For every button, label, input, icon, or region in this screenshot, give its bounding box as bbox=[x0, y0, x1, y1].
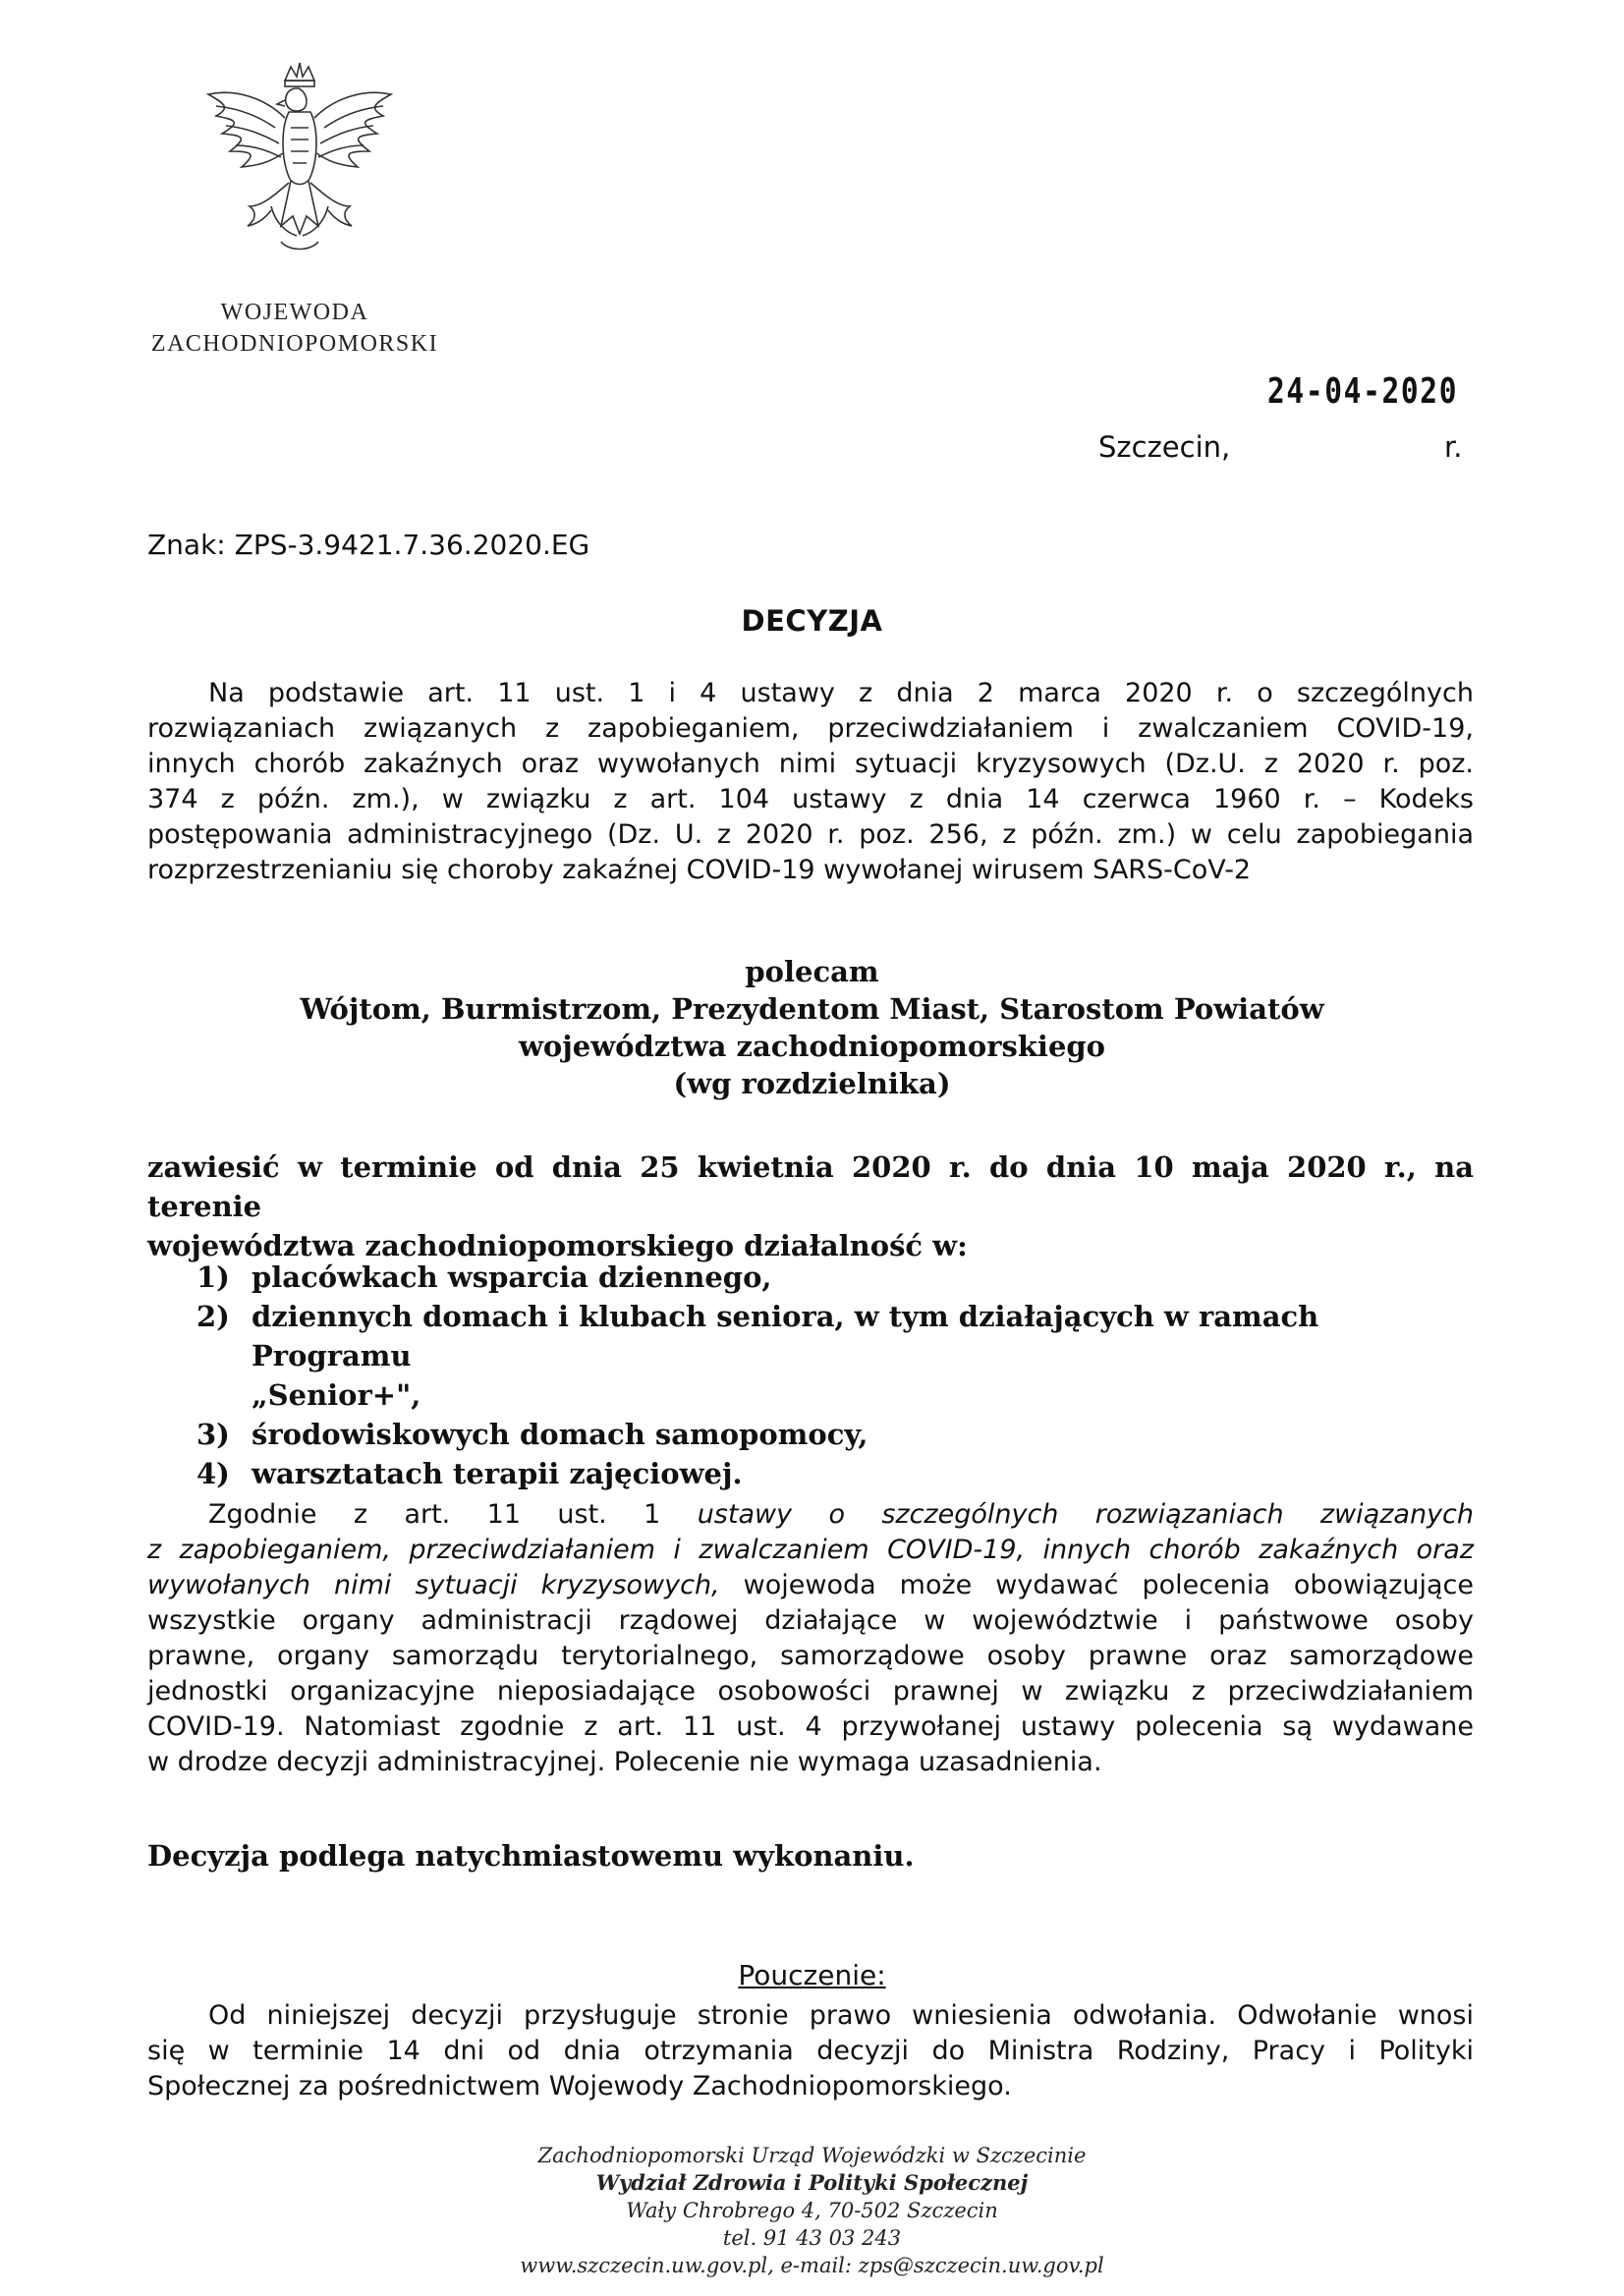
intro-line: 374 z późn. zm.), w związku z art. 104 ustawy z dnia 14 czerwca 1960 r. – Kodeks bbox=[147, 784, 1474, 814]
order-region: województwa zachodniopomorskiego bbox=[518, 1030, 1106, 1063]
list-item-number: 1) bbox=[196, 1260, 230, 1294]
notice-paragraph bbox=[147, 1998, 1474, 2104]
order-distribution: (wg rozdzielnika) bbox=[673, 1067, 951, 1100]
footer-department: Wydział Zdrowia i Polityki Społecznej bbox=[595, 2170, 1029, 2195]
facilities-list bbox=[196, 1258, 1474, 1493]
order-addressees: Wójtom, Burmistrzom, Prezydentom Miast, Starostom Powiatów bbox=[300, 992, 1324, 1026]
document-title: DECYZJA bbox=[741, 604, 883, 638]
authority-line-1: WOJEWODA bbox=[220, 300, 369, 325]
legal-text: Zgodnie z art. 11 ust. 1 bbox=[208, 1499, 698, 1530]
legal-line: wszystkie organy administracji rządowej działające w województwie i państwowe osoby bbox=[147, 1605, 1474, 1636]
notice-line: Od niniejszej decyzji przysługuje stronie prawo wniesienia odwołania. Odwołanie wnosi bbox=[208, 2000, 1474, 2031]
legal-line: w drodze decyzji administracyjnej. Polecenie nie wymaga uzasadnienia. bbox=[147, 1747, 1102, 1777]
list-item bbox=[196, 1297, 1474, 1415]
legal-line bbox=[147, 1497, 1474, 1533]
list-item-text: placówkach wsparcia dziennego, bbox=[252, 1260, 772, 1294]
office-footer bbox=[0, 2142, 1624, 2279]
notice-line: Społecznej za pośrednictwem Wojewody Zachodniopomorskiego. bbox=[147, 2071, 1012, 2101]
list-item-number: 4) bbox=[196, 1457, 230, 1490]
suspension-paragraph bbox=[147, 1148, 1474, 1265]
list-item-number: 2) bbox=[196, 1300, 230, 1333]
reference-sign: Znak: ZPS-3.9421.7.36.2020.EG bbox=[147, 529, 590, 561]
list-item-number: 3) bbox=[196, 1418, 230, 1451]
place-label: Szczecin, bbox=[1098, 430, 1231, 464]
intro-line: rozwiązaniach związanych z zapobieganiem, przeciwdziałaniem i zwalczaniem COVID-19, bbox=[147, 713, 1474, 744]
legal-act-title: z zapobieganiem, przeciwdziałaniem i zwalczaniem COVID-19, innych chorób zakaźnych oraz bbox=[147, 1535, 1474, 1565]
legal-line: prawne, organy samorządu terytorialnego, samorządowe osoby prawne oraz samorządowe bbox=[147, 1641, 1474, 1671]
order-verb: polecam bbox=[745, 955, 879, 988]
legal-act-title: ustawy o szczególnych rozwiązaniach związanych bbox=[697, 1499, 1474, 1530]
footer-phone: tel. 91 43 03 243 bbox=[722, 2226, 902, 2250]
list-item-text: środowiskowych domach samopomocy, bbox=[252, 1418, 868, 1451]
legal-line bbox=[147, 1568, 1474, 1603]
authority-line-2: ZACHODNIOPOMORSKI bbox=[150, 331, 439, 357]
immediate-execution-clause: Decyzja podlega natychmiastowemu wykonaniu. bbox=[147, 1839, 915, 1873]
issuing-authority bbox=[118, 297, 472, 360]
notice-heading: Pouczenie: bbox=[738, 1959, 886, 1991]
list-item bbox=[196, 1415, 1474, 1454]
notice-line: się w terminie 14 dni od dnia otrzymania decyzji do Ministra Rodziny, Pracy i Polityki bbox=[147, 2036, 1474, 2066]
intro-line: postępowania administracyjnego (Dz. U. z 2020 r. poz. 256, z późn. zm.) w celu zapobiegania bbox=[147, 819, 1474, 850]
intro-line: Na podstawie art. 11 ust. 1 i 4 ustawy z dnia 2 marca 2020 r. o szczególnych bbox=[208, 678, 1474, 708]
legal-line: COVID-19. Natomiast zgodnie z art. 11 ust. 4 przywołanej ustawy polecenia są wydawane bbox=[147, 1711, 1474, 1742]
legal-act-title: wywołanych nimi sytuacji kryzysowych, bbox=[147, 1570, 720, 1600]
intro-paragraph bbox=[147, 676, 1474, 888]
footer-office: Zachodniopomorski Urząd Wojewódzki w Szczecinie bbox=[537, 2144, 1087, 2167]
legal-line: jednostki organizacyjne nieposiadające osobowości prawnej w związku z przeciwdziałaniem bbox=[147, 1676, 1474, 1707]
order-block bbox=[0, 953, 1624, 1102]
legal-text: wojewoda może wydawać polecenia obowiązujące bbox=[719, 1570, 1474, 1600]
polish-eagle-emblem-icon bbox=[187, 59, 413, 295]
intro-line: rozprzestrzenianiu się choroby zakaźnej COVID-19 wywołanej wirusem SARS-CoV-2 bbox=[147, 855, 1252, 885]
date-stamp: 24-04-2020 bbox=[1267, 371, 1459, 412]
date-suffix: r. bbox=[1444, 430, 1463, 464]
suspension-line: województwa zachodniopomorskiego działalność w: bbox=[147, 1229, 968, 1262]
list-item bbox=[196, 1258, 1474, 1297]
intro-line: innych chorób zakaźnych oraz wywołanych nimi sytuacji kryzysowych (Dz.U. z 2020 r. poz. bbox=[147, 749, 1474, 779]
list-item bbox=[196, 1454, 1474, 1493]
list-item-text: „Senior+", bbox=[252, 1378, 421, 1412]
list-item-text: dziennych domach i klubach seniora, w tym działających w ramach Programu bbox=[252, 1300, 1319, 1372]
suspension-line: zawiesić w terminie od dnia 25 kwietnia 2020 r. do dnia 10 maja 2020 r., na terenie bbox=[147, 1150, 1474, 1223]
footer-web-email: www.szczecin.uw.gov.pl, e-mail: zps@szczecin.uw.gov.pl bbox=[520, 2254, 1104, 2277]
legal-basis-paragraph bbox=[147, 1497, 1474, 1780]
footer-address: Wały Chrobrego 4, 70-502 Szczecin bbox=[626, 2199, 998, 2222]
list-item-text: warsztatach terapii zajęciowej. bbox=[252, 1457, 743, 1490]
